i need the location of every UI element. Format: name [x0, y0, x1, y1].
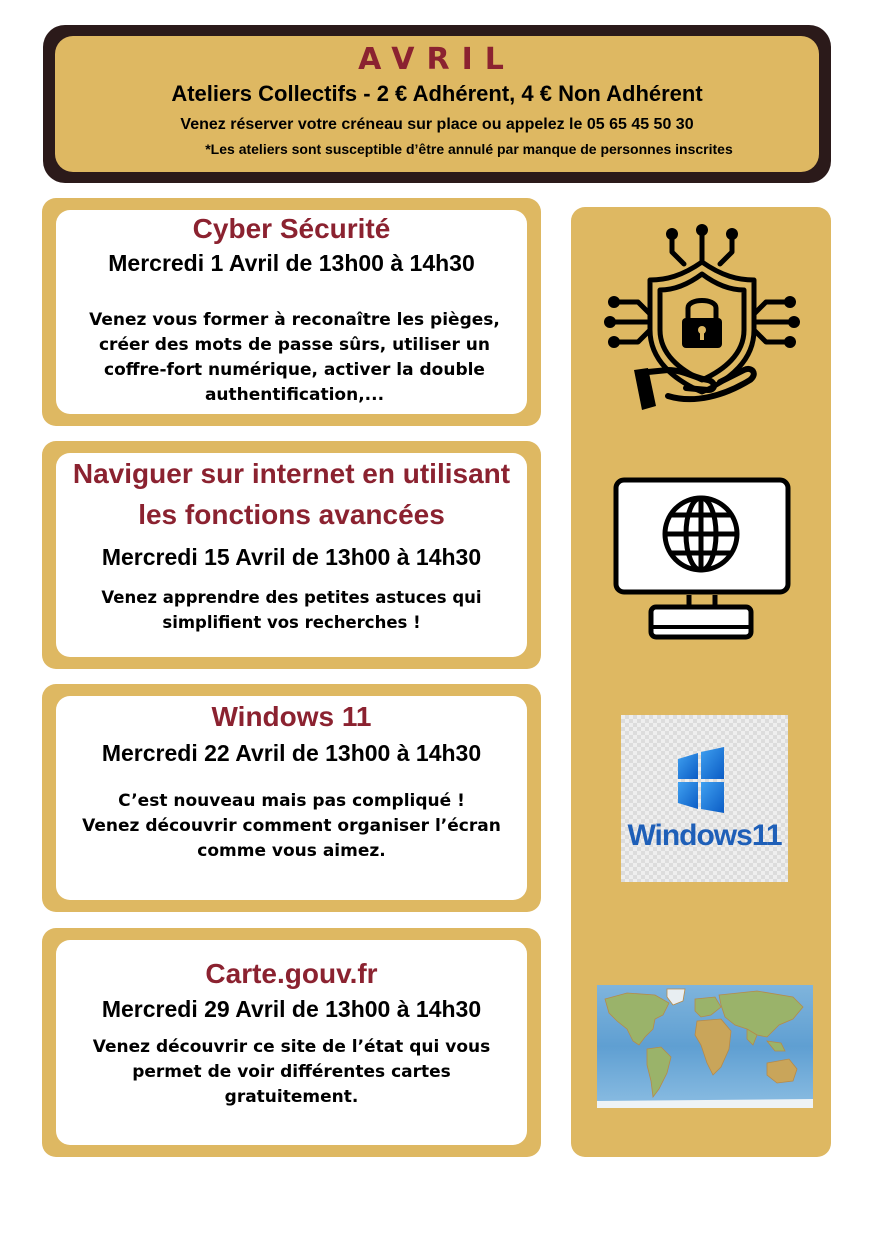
workshop-card-cyber: [42, 198, 541, 426]
world-map-image: [597, 985, 813, 1108]
illustration-sidebar: [571, 207, 831, 1157]
workshop-card-body: [56, 453, 527, 657]
windows-11-logo: [621, 715, 788, 882]
workshop-description: Venez apprendre des petites astuces qui simplifient vos recherches !: [101, 588, 482, 632]
workshop-card-windows: [42, 684, 541, 912]
workshop-card-body: [56, 696, 527, 900]
pricing-line: Ateliers Collectifs - 2 € Adhérent, 4 € Non Adhérent: [171, 81, 703, 106]
cancellation-note: *Les ateliers sont susceptible d’être annulé par manque de personnes inscrites: [205, 141, 733, 157]
workshop-card-body: [56, 940, 527, 1145]
header-panel: [55, 36, 819, 172]
workshop-title: Windows 11: [211, 701, 372, 732]
workshop-card-internet: [42, 441, 541, 669]
workshop-description-line1: C’est nouveau mais pas compliqué !: [118, 791, 465, 811]
windows-logo-icon: [676, 747, 726, 813]
workshop-date: Mercredi 15 Avril de 13h00 à 14h30: [101, 544, 482, 570]
workshop-card-body: [56, 210, 527, 414]
windows-logo-text: Windows11: [627, 819, 782, 852]
workshop-date: Mercredi 1 Avril de 13h00 à 14h30: [108, 250, 475, 276]
cyber-security-shield-icon: [604, 220, 800, 410]
workshop-title: Cyber Sécurité: [192, 213, 391, 244]
header-banner: [43, 25, 831, 183]
workshop-description: Venez vous former à reconaître les pièges, créer des mots de passe sûrs, utiliser un coffre-fort numérique, activer la double authentification,...: [89, 310, 500, 405]
workshop-description-line2: Venez découvrir comment organiser l’écran comme vous aimez.: [82, 816, 501, 861]
workshop-date: Mercredi 22 Avril de 13h00 à 14h30: [101, 740, 482, 766]
workshop-date: Mercredi 29 Avril de 13h00 à 14h30: [101, 996, 482, 1022]
workshop-title: Naviguer sur internet en utilisant les fonctions avancées: [72, 458, 511, 530]
month-title: AVRIL: [358, 42, 516, 77]
workshop-title: Carte.gouv.fr: [205, 958, 378, 989]
computer-globe-icon: [613, 477, 791, 641]
workshop-card-maps: [42, 928, 541, 1157]
reservation-line: Venez réserver votre créneau sur place ou appelez le 05 65 45 50 30: [180, 116, 694, 133]
workshop-description: Venez découvrir ce site de l’état qui vous permet de voir différentes cartes gratuitement.: [92, 1037, 491, 1107]
